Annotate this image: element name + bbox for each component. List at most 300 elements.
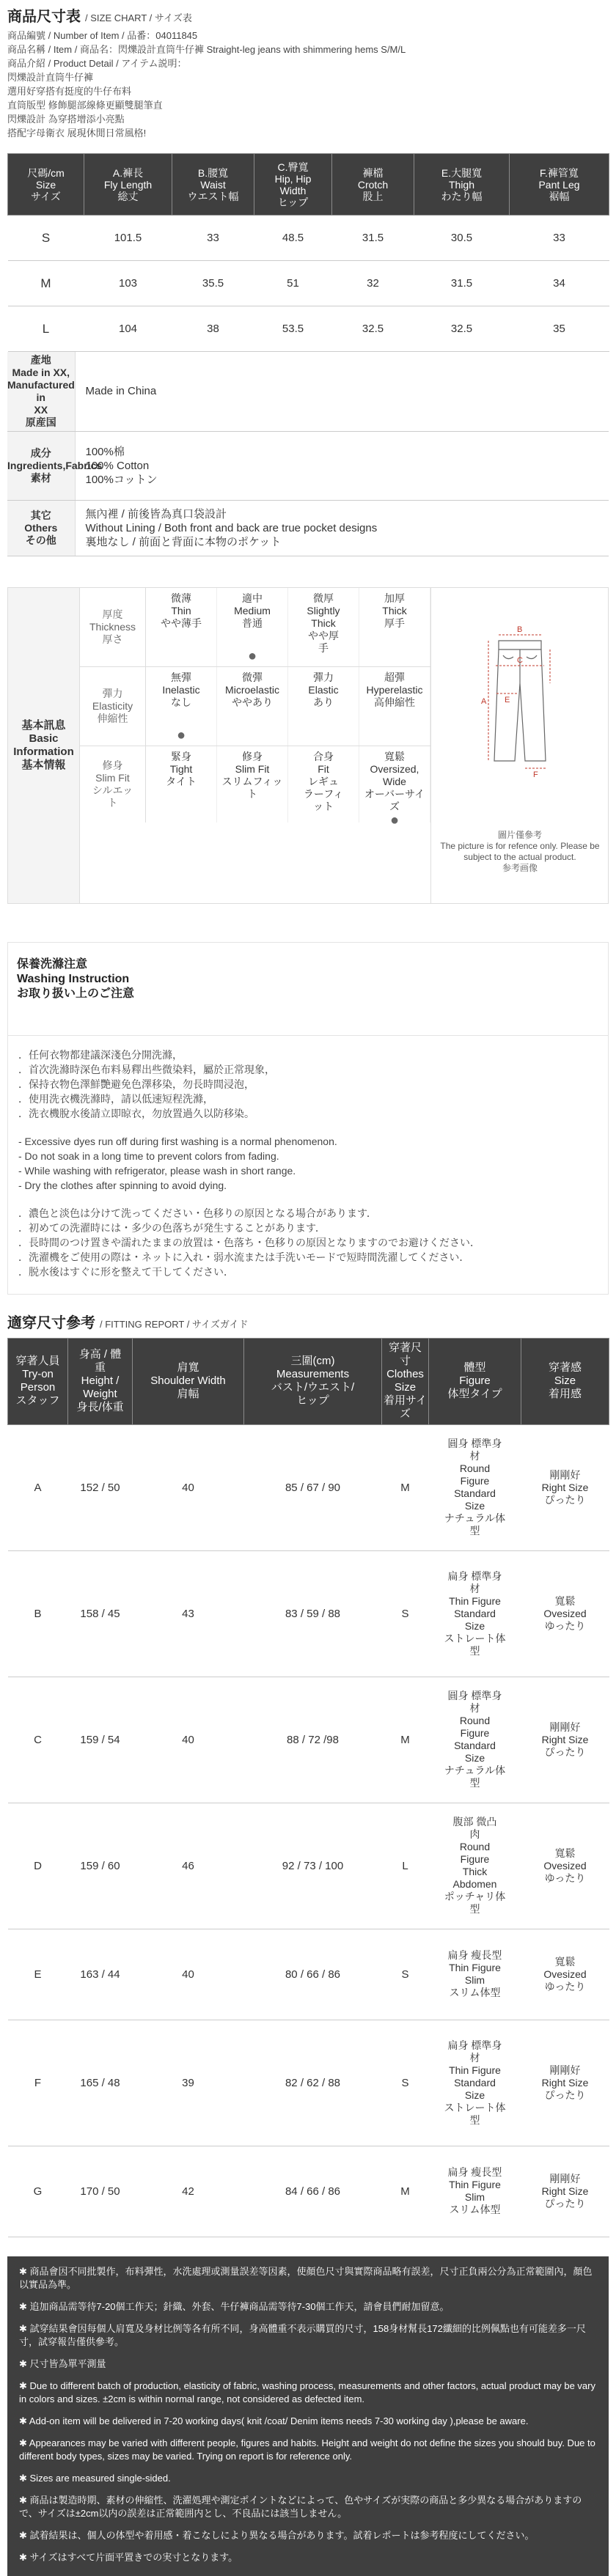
size-value: 30.5	[414, 216, 510, 261]
option-line: なし	[170, 696, 191, 708]
caption-line: 参考画像	[502, 862, 538, 873]
pants-diagram-svg	[431, 588, 609, 830]
label-line: Basic	[29, 732, 59, 745]
shoulder-cell: 40	[133, 1424, 244, 1550]
note-line: ✱ Sizes are measured single-sided.	[19, 2472, 171, 2484]
header-line: Thigh	[448, 178, 475, 191]
header-line: Measurements	[276, 1368, 350, 1380]
attribute-option	[217, 588, 288, 666]
feel-line: Right Size	[541, 2185, 589, 2197]
option-line: 手	[318, 641, 329, 654]
header-line: サイズ	[31, 190, 61, 202]
figure-line: 材	[469, 2051, 480, 2064]
figure-cell	[429, 1677, 521, 1803]
attribute-option	[146, 588, 217, 666]
size-value: 33	[172, 216, 254, 261]
fit-row	[8, 1550, 609, 1677]
figure-line: Size	[464, 1619, 485, 1632]
feel-line: Ovesized	[543, 1607, 587, 1619]
caption-line: The picture is for refence only. Please be	[440, 840, 600, 851]
value-line: 裏地なし / 前面と背面に本物のポケット	[85, 535, 282, 548]
option-line: 無彈	[170, 671, 191, 683]
option-line: 合身	[313, 750, 334, 762]
wash-line: ．濃色と淡色は分けて洗ってください・色移りの原因となる場合があります．	[18, 1207, 377, 1219]
fit-row	[8, 1929, 609, 2020]
option-line: Fit	[318, 762, 329, 775]
attribute-option	[146, 667, 217, 746]
measurements-cell: 84 / 66 / 86	[244, 2146, 382, 2237]
height-weight-cell: 163 / 44	[68, 1929, 133, 2020]
height-weight-cell: 159 / 60	[68, 1803, 133, 1929]
size-col-header	[254, 154, 332, 216]
diagram-letter-a: A	[481, 696, 487, 706]
size-cell: M	[382, 1677, 429, 1803]
product-info-line: 閃爍設計 為穿搭增添小亮點	[7, 114, 125, 125]
header-line: 穿著感	[548, 1361, 582, 1374]
extra-value	[75, 431, 609, 500]
option-line: 高伸縮性	[374, 696, 415, 708]
shoulder-cell: 40	[133, 1677, 244, 1803]
figure-line: 扁身 標準身	[447, 1569, 502, 1582]
fit-row	[8, 1803, 609, 1929]
label-line: 原産国	[25, 416, 56, 428]
product-info-line: 搭配字母衛衣 展現休閒日常風格!	[7, 128, 147, 139]
header-line: Shoulder Width	[150, 1375, 226, 1387]
product-info-line: 閃爍設計直筒牛仔褲	[7, 72, 94, 83]
diagram-letter-e: E	[505, 695, 510, 704]
label-line: Manufactured in	[7, 378, 75, 403]
header-line: ウエスト幅	[187, 190, 239, 202]
figure-line: 型	[469, 1777, 480, 1789]
value-line: 100% Cotton	[85, 459, 150, 472]
header-line: A.褲長	[112, 166, 144, 179]
name-line: 伸縮性	[97, 712, 128, 724]
figure-line: Size	[464, 1500, 485, 1512]
header-line: 体型タイプ	[447, 1388, 502, 1400]
option-text	[382, 592, 406, 630]
header-line: Width	[279, 184, 307, 196]
header-line: Crotch	[357, 178, 389, 191]
extra-row	[7, 431, 609, 500]
option-line: Thin	[171, 604, 191, 617]
feel-cell	[521, 2020, 609, 2146]
basic-info-label	[8, 588, 80, 903]
header-line: ヒップ	[296, 1394, 329, 1407]
figure-line: ナチュラル体	[444, 1764, 506, 1776]
measurements-cell: 88 / 72 /98	[244, 1677, 382, 1803]
size-chart-subtitle: / SIZE CHART / サイズ表	[85, 12, 192, 23]
extra-value	[75, 500, 609, 556]
option-line: Medium	[234, 604, 271, 617]
attribute-option	[288, 667, 359, 746]
size-value: 34	[510, 261, 609, 306]
header-line: 褲檔	[362, 166, 384, 179]
header-line: Waist	[200, 178, 226, 191]
option-text	[366, 671, 422, 709]
size-value: 35	[510, 306, 609, 352]
header-line: 総丈	[117, 190, 139, 202]
size-col-header	[332, 154, 414, 216]
person-cell: F	[8, 2020, 68, 2146]
note-line: ✱ Appearances may be varied with different people, figures and habits. Height and weight do not define the sizes you should buy. Due to different body types, sizes may be varied. Trying on report is for reference only.	[19, 2437, 595, 2462]
label-line: 基本情報	[21, 758, 66, 771]
figure-line: Slim	[464, 2191, 485, 2203]
size-chart-header	[0, 0, 616, 140]
wash-line: ．脱水後はすぐに形を整えて干してください．	[18, 1265, 234, 1278]
feel-line: 剛剛好	[549, 1721, 581, 1733]
wash-line: - While washing with refrigerator, please wash in short range.	[18, 1164, 296, 1177]
label-line: 產地	[30, 353, 51, 366]
caption-line: 圖片僅參考	[497, 829, 542, 840]
figure-line: Abdomen	[452, 1878, 497, 1890]
option-line: Hyperelastic	[366, 683, 423, 696]
size-table-header	[8, 154, 609, 216]
size-value: 32.5	[414, 306, 510, 352]
value-line: 無內裡 / 前後皆為真口袋設計	[85, 507, 227, 520]
option-text	[308, 671, 338, 709]
person-cell: G	[8, 2146, 68, 2237]
feel-line: Right Size	[541, 1733, 589, 1745]
fit-row	[8, 1677, 609, 1803]
feel-line: ぴったり	[544, 2089, 586, 2101]
fit-col-header	[521, 1338, 609, 1424]
figure-line: Size	[464, 2089, 485, 2101]
size-table-body	[8, 216, 609, 352]
header-line: Person	[20, 1381, 56, 1394]
figure-line: 型	[469, 1525, 480, 1537]
wash-line: ．任何衣物都建議深淺色分開洗滌，	[18, 1048, 183, 1061]
washing-instruction-text	[7, 1036, 609, 1295]
size-value: 48.5	[254, 216, 332, 261]
feel-line: 剛剛好	[549, 1468, 581, 1481]
header-line: Size	[35, 178, 56, 191]
option-text	[162, 671, 199, 709]
option-line: 微厚	[312, 592, 334, 604]
wash-line: ．洗濯機をご使用の際は・ネットに入れ・弱水流または手洗いモードで短時間洗濯してください．	[18, 1251, 470, 1263]
label-line: Information	[13, 745, 74, 758]
fitting-table-header	[8, 1338, 609, 1424]
attribute-option	[359, 667, 430, 746]
product-info-line: 商品名稱 / Item / 商品名：閃爍設計直筒牛仔褲 Straight-leg jeans with shimmering hems S/M/L	[7, 44, 406, 55]
attribute-row	[80, 588, 430, 667]
fit-col-header	[68, 1338, 133, 1424]
size-table	[7, 153, 609, 352]
figure-line: Thick	[462, 1866, 488, 1877]
figure-cell	[429, 1929, 521, 2020]
header-line: 裾幅	[549, 190, 570, 202]
option-text	[234, 592, 271, 630]
option-line: レギュ	[308, 775, 339, 787]
header-line: 肩幅	[177, 1388, 199, 1400]
attribute-name-text	[92, 688, 133, 725]
figure-line: Thin Figure	[449, 1594, 501, 1607]
option-line: Elastic	[308, 683, 339, 696]
attribute-name	[80, 588, 146, 666]
size-cell: S	[382, 1929, 429, 2020]
feel-line: 寬鬆	[554, 1955, 576, 1968]
feel-line: ゆったり	[544, 1619, 586, 1632]
label-line: Ingredients,Fabrics	[7, 459, 103, 471]
header-line: E.大腿寬	[441, 166, 483, 179]
option-line: 寬鬆	[384, 750, 405, 762]
figure-cell	[429, 1550, 521, 1677]
diagram-letter-c: C	[517, 655, 523, 665]
header-line: Size	[554, 1375, 576, 1387]
size-cell: M	[382, 1424, 429, 1550]
figure-line: 圓身 標準身	[447, 1690, 502, 1701]
measurements-cell: 80 / 66 / 86	[244, 1929, 382, 2020]
size-value: 103	[84, 261, 172, 306]
size-col-header	[8, 154, 84, 216]
person-cell: C	[8, 1677, 68, 1803]
header-line: F.褲管寬	[540, 166, 579, 179]
caption-line: subject to the actual product.	[463, 851, 576, 862]
figure-line: ポッチャリ体	[444, 1891, 506, 1902]
header-line: バスト/ウエスト/	[271, 1381, 355, 1394]
selected-dot-icon: ●	[389, 812, 400, 828]
header-line: 穿著人員	[15, 1355, 60, 1367]
attribute-name-text	[89, 608, 136, 646]
option-line: オーバーサイ	[364, 787, 425, 800]
figure-line: Standard	[454, 1487, 496, 1499]
size-cell: S	[382, 1550, 429, 1677]
product-info-line: 直筒版型 修飾腿部線條更顯雙腿筆直	[7, 100, 163, 111]
product-info-line: 商品介紹 / Product Detail / アイテム説明：	[7, 58, 187, 69]
attribute-name-text	[92, 759, 133, 809]
extra-value	[75, 352, 609, 431]
extra-row	[7, 500, 609, 556]
figure-line: Standard	[454, 1740, 496, 1751]
figure-line: Figure	[460, 1727, 490, 1739]
wash-title-zh: 保養洗滌注意	[17, 957, 88, 971]
shoulder-cell: 40	[133, 1929, 244, 2020]
option-line: ややあり	[232, 696, 273, 708]
wash-block	[18, 1206, 598, 1279]
size-value: 104	[84, 306, 172, 352]
name-line: Thickness	[89, 620, 136, 633]
label-line: 基本訊息	[21, 718, 66, 732]
diagram-letter-b: B	[517, 625, 523, 634]
option-line: Thick	[382, 604, 407, 617]
size-value: 35.5	[172, 261, 254, 306]
figure-line: Slim	[464, 1974, 485, 1986]
size-value: 31.5	[332, 216, 414, 261]
value-line: 100%コットン	[85, 473, 158, 486]
name-line: ト	[107, 796, 118, 809]
header-line: 寸	[399, 1355, 411, 1367]
name-line: 厚さ	[102, 633, 123, 645]
header-line: 穿著尺	[388, 1342, 422, 1354]
feel-line: 剛剛好	[549, 2172, 581, 2185]
height-weight-cell: 152 / 50	[68, 1424, 133, 1550]
figure-cell	[429, 2020, 521, 2146]
note-line: ✱ 試穿結果會因每個人肩寬及身材比例等各有所不同，身高體重不表示購買的尺寸，158身材幫長172纖細的比例佩點也有可能差多一尺寸，試穿報告僅供參考。	[19, 2322, 586, 2347]
attribute-option	[359, 588, 430, 666]
wash-block	[18, 1048, 598, 1121]
header-line: ヒップ	[277, 196, 309, 208]
option-line: Oversized,	[370, 762, 419, 775]
note-line: ✱ 商品は製造時期、素材の伸縮性、洗濯処理や測定ポイントなどによって、色やサイズが実際の商品と多少異なる場合がありますので、サイズは±2cm以内の誤差は正常範囲内とし、不良品には該当しません。	[19, 2494, 582, 2519]
figure-cell	[429, 2146, 521, 2237]
option-text	[304, 751, 343, 813]
basic-info-panel	[7, 587, 609, 904]
extra-info-table	[7, 352, 609, 556]
basic-info-attributes	[80, 588, 430, 828]
note-line: ✱ 尺寸皆為單平測量	[19, 2358, 106, 2369]
header-line: Weight	[83, 1388, 117, 1400]
option-line: 彈力	[312, 671, 334, 683]
feel-cell	[521, 1929, 609, 2020]
option-line: Thick	[311, 617, 336, 629]
fit-col-header	[429, 1338, 521, 1424]
header-line: わたり幅	[441, 190, 483, 202]
figure-line: Round	[459, 1841, 491, 1852]
size-cell: L	[382, 1803, 429, 1929]
note-line: ✱ Add-on item will be delivered in 7-20 working days( knit /coat/ Denim items needs 7-30 working day ),please be aware.	[19, 2415, 529, 2426]
option-line: ズ	[389, 800, 400, 812]
feel-line: ぴったり	[544, 1493, 586, 1506]
attribute-row	[80, 746, 430, 828]
option-line: 緊身	[170, 750, 191, 762]
label-line: 素材	[30, 471, 51, 484]
feel-line: ゆったり	[544, 1980, 586, 1992]
option-line: Slim Fit	[235, 762, 270, 775]
header-line: 肩寬	[177, 1361, 199, 1374]
measurements-cell: 83 / 59 / 88	[244, 1550, 382, 1677]
header-line: Hip, Hip	[274, 172, 312, 185]
size-row	[8, 306, 609, 352]
extra-label	[7, 431, 103, 500]
size-value: 38	[172, 306, 254, 352]
size-row	[8, 216, 609, 261]
feel-line: Right Size	[541, 2076, 589, 2089]
size-label: M	[8, 261, 84, 306]
header-line: Try-on	[22, 1368, 54, 1380]
attribute-name	[80, 746, 146, 823]
size-col-header	[84, 154, 172, 216]
basic-info-label-text	[13, 719, 74, 772]
option-text	[219, 751, 286, 801]
figure-line: 扁身 瘦長型	[447, 1949, 502, 1961]
figure-line: 型	[469, 1903, 480, 1915]
wash-line: ．長時間のつけ置きや濡れたままの放置は・色落ち・色移りの原因となりますのでお避けください．	[18, 1236, 480, 1248]
attribute-option	[217, 667, 288, 746]
header-line: C.臀寬	[277, 161, 309, 173]
height-weight-cell: 159 / 54	[68, 1677, 133, 1803]
size-label: S	[8, 216, 84, 261]
note-line: ✱ 試着結果は、個人の体型や着用感・着こなしにより異なる場合があります。試着レポートは参考程度にしてください。	[19, 2529, 535, 2541]
figure-line: Figure	[460, 1475, 490, 1487]
value-line: Made in China	[85, 385, 157, 398]
option-line: スリムフィット	[221, 775, 283, 800]
name-line: 彈力	[102, 687, 123, 699]
wash-line: ．首次洗滌時深色布料易釋出些微染料，屬於正常現象，	[18, 1063, 275, 1075]
option-line: あり	[312, 696, 334, 708]
height-weight-cell: 170 / 50	[68, 2146, 133, 2237]
header-line: Clothes	[386, 1368, 424, 1380]
feel-line: ぴったり	[544, 2197, 586, 2209]
selected-dot-icon: ●	[247, 647, 257, 664]
option-line: ット	[313, 800, 334, 812]
fitting-table	[7, 1338, 609, 2237]
option-line: Tight	[169, 762, 193, 775]
wash-line: - Do not soak in a long time to prevent colors from fading.	[18, 1149, 279, 1162]
note-line: ✱ サイズはすべて片面平置きでの実寸となります。	[19, 2551, 238, 2563]
option-line: Slightly	[307, 604, 340, 617]
person-cell: B	[8, 1550, 68, 1677]
height-weight-cell: 158 / 45	[68, 1550, 133, 1677]
diagram-caption	[431, 830, 609, 874]
feel-cell	[521, 1677, 609, 1803]
option-text	[225, 671, 279, 709]
option-line: タイト	[166, 775, 197, 787]
person-cell: E	[8, 1929, 68, 2020]
fit-col-header	[244, 1338, 382, 1424]
header-line: Figure	[459, 1375, 491, 1387]
size-cell: M	[382, 2146, 429, 2237]
option-line: Inelastic	[162, 683, 200, 696]
size-row	[8, 261, 609, 306]
name-line: シルエッ	[92, 784, 133, 796]
figure-line: 材	[469, 1450, 480, 1462]
extra-row	[7, 352, 609, 431]
attribute-option	[288, 588, 359, 666]
attribute-option	[288, 746, 359, 823]
option-text	[307, 592, 340, 655]
value-line: Without Lining / Both front and back are true pocket designs	[85, 521, 378, 534]
size-cell: S	[382, 2020, 429, 2146]
feel-line: 剛剛好	[549, 2064, 581, 2076]
person-cell: D	[8, 1803, 68, 1929]
shoulder-cell: 46	[133, 1803, 244, 1929]
wash-line: - Excessive dyes run off during first washing is a normal phenomenon.	[18, 1135, 337, 1147]
name-line: 厚度	[102, 608, 123, 620]
figure-line: ナチュラル体	[444, 1512, 506, 1524]
feel-line: Right Size	[541, 1481, 589, 1493]
fitting-subtitle: / FITTING REPORT / サイズガイド	[100, 1318, 249, 1330]
figure-line: Figure	[460, 1853, 490, 1865]
option-line: 微彈	[242, 671, 263, 683]
attribute-option	[217, 746, 288, 823]
figure-line: スリム体型	[449, 1987, 501, 1998]
header-line: Height /	[81, 1375, 120, 1387]
header-line: Size	[394, 1381, 417, 1394]
option-line: 厚手	[384, 617, 405, 629]
wash-line: ．使用洗衣機洗滌時，請以低速短程洗滌，	[18, 1092, 213, 1105]
shoulder-cell: 42	[133, 2146, 244, 2237]
feel-line: Ovesized	[543, 1968, 587, 1980]
size-value: 33	[510, 216, 609, 261]
size-value: 101.5	[84, 216, 172, 261]
name-line: 修身	[102, 759, 123, 771]
figure-line: 型	[469, 2113, 480, 2126]
option-line: やや厚	[307, 629, 339, 641]
option-line: 加厚	[384, 592, 405, 604]
feel-cell	[521, 1424, 609, 1550]
feel-line: Ovesized	[543, 1859, 587, 1872]
size-col-header	[510, 154, 609, 216]
size-value: 31.5	[414, 261, 510, 306]
option-line: Microelastic	[225, 683, 279, 696]
figure-line: 扁身 標準身	[447, 2039, 502, 2051]
attribute-row	[80, 667, 430, 746]
wash-line: - Dry the clothes after spinning to avoid dying.	[18, 1179, 227, 1191]
header-line: 重	[94, 1361, 106, 1374]
feel-cell	[521, 1550, 609, 1677]
size-col-header	[172, 154, 254, 216]
figure-line: Thin Figure	[449, 1962, 501, 1973]
figure-line: Standard	[454, 1607, 496, 1619]
